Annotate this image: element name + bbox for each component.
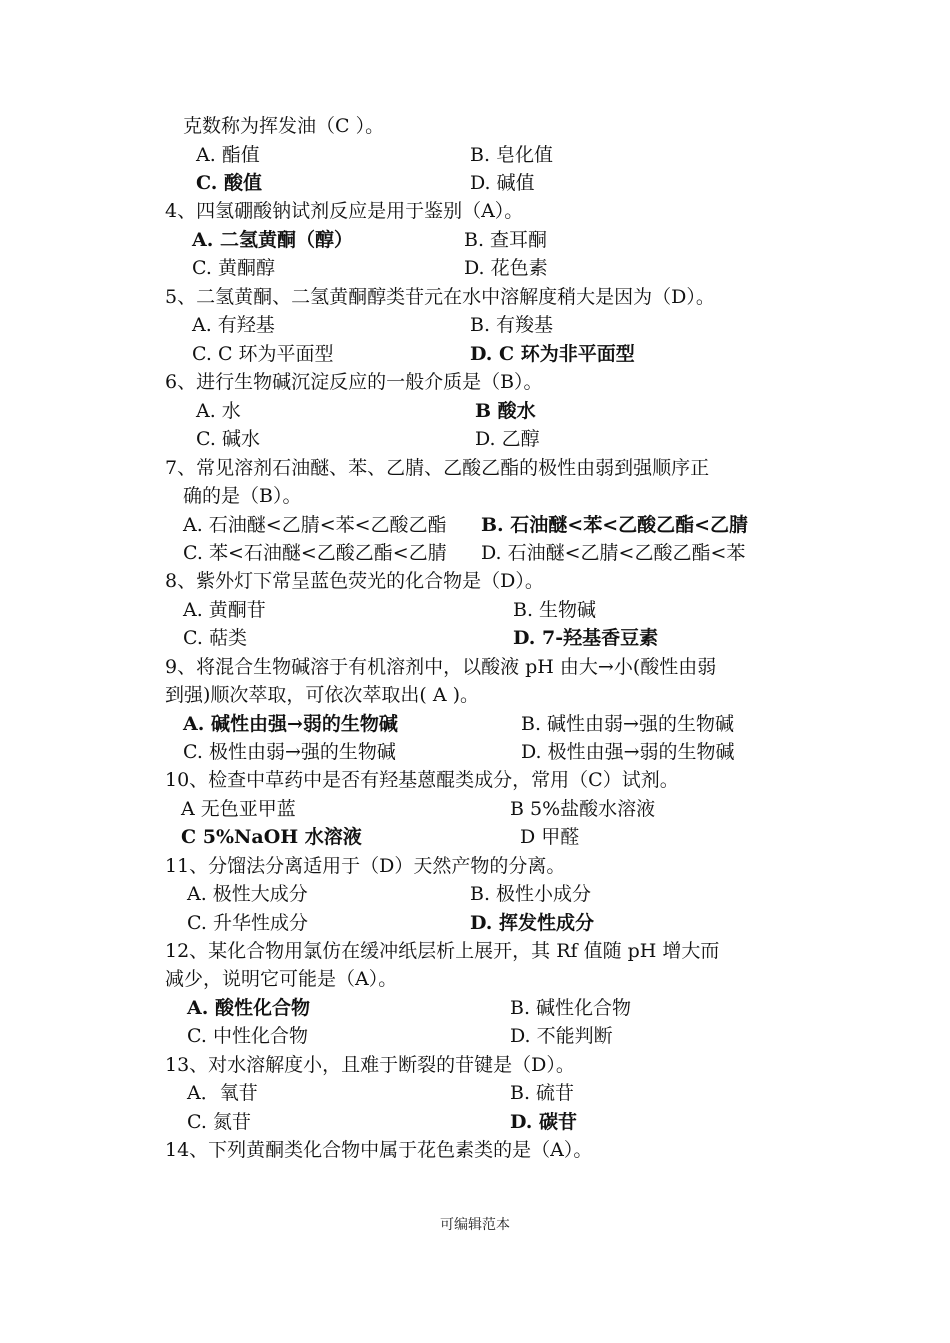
question-7: 7、常见溶剂石油醚、苯、乙腈、乙酸乙酯的极性由弱到强顺序正 [165,457,710,479]
option-c: C. 氮苷 [187,1111,251,1133]
option-c: C. 黄酮醇 [192,257,275,279]
option-c-answer: C 5%NaOH 水溶液 [181,826,362,848]
option-c-answer: C. 酸值 [196,172,263,194]
option-a: A. 极性大成分 [187,883,308,905]
option-b-answer: B. 石油醚<苯<乙酸乙酯<乙腈 [481,514,749,536]
question-13: 13、对水溶解度小，且难于断裂的苷键是（D）。 [165,1054,575,1076]
question-text: 克数称为挥发油（C ）。 [183,115,385,137]
question-4: 4、四氢硼酸钠试剂反应是用于鉴别（A）。 [165,200,524,222]
question-11: 11、分馏法分离适用于（D）天然产物的分离。 [165,855,566,877]
question-10: 10、检查中草药中是否有羟基蒽醌类成分，常用（C）试剂。 [165,769,679,791]
question-9: 9、将混合生物碱溶于有机溶剂中，以酸液 pH 由大→小(酸性由弱 [165,656,717,678]
option-d: D. 碱值 [470,172,535,194]
option-c: C. 萜类 [183,627,247,649]
option-b: B. 硫苷 [510,1082,575,1104]
option-d: D. 石油醚<乙腈<乙酸乙酯<苯 [481,542,746,564]
option-b: B. 有羧基 [470,314,554,336]
option-d: D. 不能判断 [510,1025,613,1047]
option-d: D. 花色素 [464,257,548,279]
option-c: C. C 环为平面型 [192,343,334,365]
option-b-answer: B 酸水 [475,400,536,422]
question-7-cont: 确的是（B）。 [183,485,302,507]
option-a: A. 黄酮苷 [183,599,266,621]
option-b: B. 皂化值 [470,144,554,166]
option-a: A. 水 [196,400,241,422]
option-a: A. 有羟基 [192,314,275,336]
option-d-answer: D. 碳苷 [510,1111,578,1133]
option-a: A．氧苷 [187,1082,258,1104]
option-d-answer: D. 挥发性成分 [470,912,595,934]
option-c: C. 升华性成分 [187,912,308,934]
option-d-answer: D. C 环为非平面型 [470,343,635,365]
option-c: C. 苯<石油醚<乙酸乙酯<乙腈 [183,542,447,564]
question-12: 12、某化合物用氯仿在缓冲纸层析上展开，其 Rf 值随 pH 增大而 [165,940,720,962]
page-footer: 可编辑范本 [440,1217,510,1233]
option-a: A. 石油醚<乙腈<苯<乙酸乙酯 [183,514,447,536]
option-c: C. 极性由弱→强的生物碱 [183,741,396,763]
option-b: B. 碱性由弱→强的生物碱 [521,713,734,735]
question-6: 6、进行生物碱沉淀反应的一般介质是（B）。 [165,371,543,393]
option-b: B. 生物碱 [513,599,597,621]
question-8: 8、紫外灯下常呈蓝色荧光的化合物是（D）。 [165,570,544,592]
option-d: D. 极性由强→弱的生物碱 [521,741,735,763]
question-14: 14、下列黄酮类化合物中属于花色素类的是（A）。 [165,1139,593,1161]
question-5: 5、二氢黄酮、二氢黄酮醇类苷元在水中溶解度稍大是因为（D）。 [165,286,715,308]
option-b: B 5%盐酸水溶液 [510,798,656,820]
option-d-answer: D. 7-羟基香豆素 [513,627,659,649]
option-a: A. 酯值 [196,144,260,166]
option-c: C. 中性化合物 [187,1025,308,1047]
option-a-answer: A. 碱性由强→弱的生物碱 [183,713,398,735]
option-b: B. 查耳酮 [464,229,548,251]
option-d: D. 乙醇 [475,428,540,450]
question-9-cont: 到强)顺次萃取，可依次萃取出( A )。 [165,684,480,706]
option-a-answer: A. 酸性化合物 [187,997,310,1019]
option-c: C. 碱水 [196,428,260,450]
option-d: D 甲醛 [520,826,580,848]
option-b: B. 极性小成分 [470,883,592,905]
option-a-answer: A. 二氢黄酮（醇） [192,229,353,251]
option-a: A 无色亚甲蓝 [181,798,296,820]
option-b: B. 碱性化合物 [510,997,632,1019]
question-12-cont: 减少，说明它可能是（A）。 [165,968,398,990]
